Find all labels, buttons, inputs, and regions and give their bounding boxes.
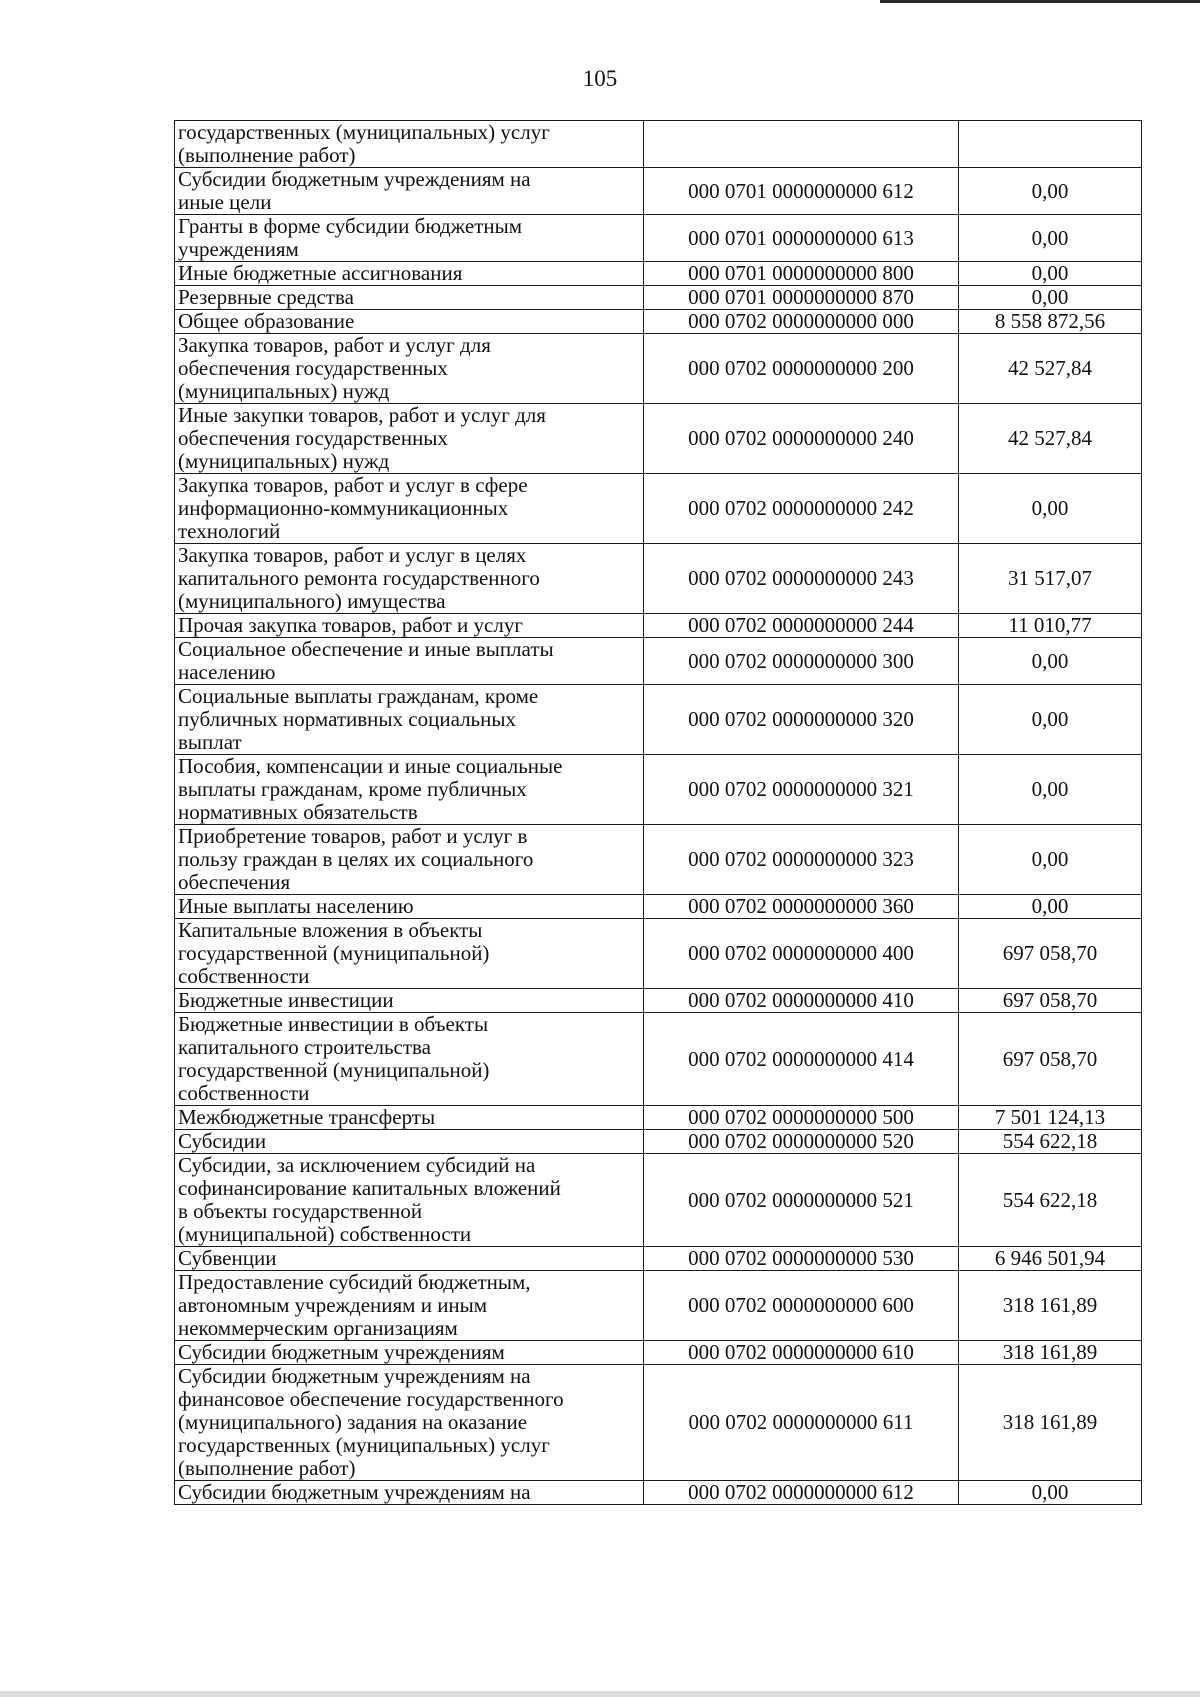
row-code-cell [644,121,959,168]
table-row [175,262,1142,286]
row-amount-cell: 697 058,70 [959,919,1142,989]
row-amount-cell: 0,00 [959,1481,1142,1505]
row-amount-cell: 0,00 [959,638,1142,685]
row-code-cell: 000 0702 0000000000 320 [644,685,959,755]
budget-table [174,120,1142,1505]
row-amount-cell: 42 527,84 [959,404,1142,474]
row-amount-cell: 318 161,89 [959,1341,1142,1365]
row-amount-cell: 0,00 [959,895,1142,919]
row-amount-cell: 0,00 [959,825,1142,895]
row-amount-cell: 554 622,18 [959,1130,1142,1154]
row-code-cell: 000 0702 0000000000 400 [644,919,959,989]
row-amount-cell [959,121,1142,168]
table-row [175,685,1142,755]
table-row [175,286,1142,310]
row-code-cell: 000 0702 0000000000 612 [644,1481,959,1505]
row-amount-cell: 318 161,89 [959,1365,1142,1481]
row-code-cell: 000 0702 0000000000 521 [644,1154,959,1247]
row-name-cell: Иные закупки товаров, работ и услуг для обеспечения государственных (муниципальных) нужд [175,404,644,474]
page-number: 105 [582,66,618,91]
table-row [175,1341,1142,1365]
row-code-cell: 000 0701 0000000000 612 [644,168,959,215]
row-amount-cell: 318 161,89 [959,1271,1142,1341]
row-name-cell: Иные бюджетные ассигнования [175,262,644,286]
row-amount-cell: 6 946 501,94 [959,1247,1142,1271]
table-row [175,755,1142,825]
row-amount-cell: 0,00 [959,215,1142,262]
row-name-cell: Иные выплаты населению [175,895,644,919]
row-amount-cell: 554 622,18 [959,1154,1142,1247]
table-row [175,895,1142,919]
row-amount-cell: 0,00 [959,755,1142,825]
row-name-cell: Субсидии бюджетным учреждениям [175,1341,644,1365]
row-name-cell: Закупка товаров, работ и услуг в сфере информационно-коммуникационных технологий [175,474,644,544]
row-name-cell: Закупка товаров, работ и услуг для обеспечения государственных (муниципальных) нужд [175,334,644,404]
row-code-cell: 000 0701 0000000000 870 [644,286,959,310]
table-row [175,1271,1142,1341]
row-amount-cell: 8 558 872,56 [959,310,1142,334]
scan-edge-top [880,0,1200,3]
row-name-cell: Пособия, компенсации и иные социальные выплаты гражданам, кроме публичных нормативных обязательств [175,755,644,825]
row-code-cell: 000 0702 0000000000 414 [644,1013,959,1106]
row-name-cell: Межбюджетные трансферты [175,1106,644,1130]
row-code-cell: 000 0702 0000000000 321 [644,755,959,825]
row-code-cell: 000 0702 0000000000 500 [644,1106,959,1130]
row-code-cell: 000 0702 0000000000 530 [644,1247,959,1271]
row-name-cell: Предоставление субсидий бюджетным, автономным учреждениям и иным некоммерческим организациям [175,1271,644,1341]
row-name-cell: Социальные выплаты гражданам, кроме публичных нормативных социальных выплат [175,685,644,755]
row-amount-cell: 0,00 [959,262,1142,286]
table-row [175,1247,1142,1271]
table-row [175,919,1142,989]
row-code-cell: 000 0702 0000000000 300 [644,638,959,685]
scan-edge-bottom [0,1691,1200,1697]
row-amount-cell: 697 058,70 [959,1013,1142,1106]
table-row [175,168,1142,215]
row-code-cell: 000 0701 0000000000 800 [644,262,959,286]
row-amount-cell: 31 517,07 [959,544,1142,614]
table-row [175,1365,1142,1481]
table-row [175,404,1142,474]
row-code-cell: 000 0702 0000000000 610 [644,1341,959,1365]
table-row [175,334,1142,404]
row-name-cell: Бюджетные инвестиции в объекты капитального строительства государственной (муниципальной) собственности [175,1013,644,1106]
row-code-cell: 000 0702 0000000000 410 [644,989,959,1013]
row-amount-cell: 0,00 [959,474,1142,544]
row-code-cell: 000 0702 0000000000 242 [644,474,959,544]
row-name-cell: Социальное обеспечение и иные выплаты населению [175,638,644,685]
table-row [175,638,1142,685]
row-amount-cell: 697 058,70 [959,989,1142,1013]
row-name-cell: Субсидии, за исключением субсидий на софинансирование капитальных вложений в объекты государственной (муниципальной) собственности [175,1154,644,1247]
table-row [175,614,1142,638]
row-name-cell: Гранты в форме субсидии бюджетным учреждениям [175,215,644,262]
row-name-cell: Приобретение товаров, работ и услуг в пользу граждан в целях их социального обеспечения [175,825,644,895]
row-amount-cell: 7 501 124,13 [959,1106,1142,1130]
row-code-cell: 000 0702 0000000000 240 [644,404,959,474]
row-name-cell: Субсидии бюджетным учреждениям на [175,1481,644,1505]
table-row [175,474,1142,544]
table-row [175,1106,1142,1130]
table-row [175,310,1142,334]
row-name-cell: Резервные средства [175,286,644,310]
row-name-cell: Общее образование [175,310,644,334]
row-name-cell: Субсидии бюджетным учреждениям на иные цели [175,168,644,215]
table-row [175,1013,1142,1106]
table-row [175,1154,1142,1247]
table-row [175,1481,1142,1505]
row-name-cell: Субсидии [175,1130,644,1154]
row-code-cell: 000 0702 0000000000 200 [644,334,959,404]
table-row [175,215,1142,262]
row-amount-cell: 0,00 [959,685,1142,755]
row-name-cell: Закупка товаров, работ и услуг в целях капитального ремонта государственного (муниципального) имущества [175,544,644,614]
row-name-cell: Капитальные вложения в объекты государственной (муниципальной) собственности [175,919,644,989]
row-name-cell: Субвенции [175,1247,644,1271]
table-row [175,825,1142,895]
table-row [175,544,1142,614]
table-row [175,1130,1142,1154]
row-code-cell: 000 0702 0000000000 323 [644,825,959,895]
row-name-cell: Субсидии бюджетным учреждениям на финансовое обеспечение государственного (муниципального) задания на оказание государственных (муниципальных) услуг (выполнение работ) [175,1365,644,1481]
row-name-cell: государственных (муниципальных) услуг (выполнение работ) [175,121,644,168]
table-row [175,121,1142,168]
table-row [175,989,1142,1013]
row-code-cell: 000 0702 0000000000 520 [644,1130,959,1154]
row-code-cell: 000 0702 0000000000 244 [644,614,959,638]
row-amount-cell: 0,00 [959,286,1142,310]
row-code-cell: 000 0702 0000000000 000 [644,310,959,334]
row-name-cell: Прочая закупка товаров, работ и услуг [175,614,644,638]
row-code-cell: 000 0702 0000000000 360 [644,895,959,919]
row-amount-cell: 42 527,84 [959,334,1142,404]
budget-table-body [175,121,1142,1505]
row-amount-cell: 11 010,77 [959,614,1142,638]
row-code-cell: 000 0702 0000000000 243 [644,544,959,614]
row-code-cell: 000 0702 0000000000 600 [644,1271,959,1341]
row-code-cell: 000 0702 0000000000 611 [644,1365,959,1481]
row-name-cell: Бюджетные инвестиции [175,989,644,1013]
row-amount-cell: 0,00 [959,168,1142,215]
row-code-cell: 000 0701 0000000000 613 [644,215,959,262]
